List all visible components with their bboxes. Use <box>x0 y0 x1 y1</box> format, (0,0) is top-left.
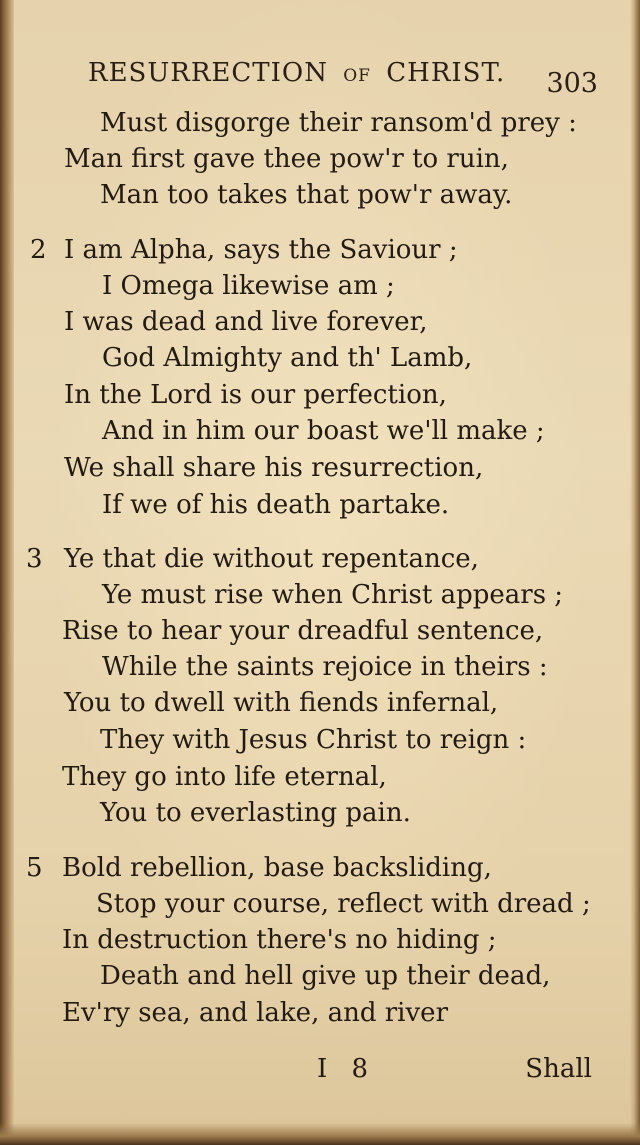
signature-mark: I 8 <box>317 1054 377 1084</box>
verse-line: Ye that die without repentance, <box>64 544 479 574</box>
verse-line: If we of his death partake. <box>102 490 450 520</box>
verse-line: Rise to hear your dreadful sentence, <box>62 616 544 646</box>
stanza-number: 2 <box>30 235 47 265</box>
verse-line: You to everlasting pain. <box>100 798 411 828</box>
page-number: 303 <box>546 68 598 99</box>
page-gutter-edge <box>0 0 14 1145</box>
page-bottom-edge <box>0 1123 640 1145</box>
verse-line: Death and hell give up their dead, <box>100 961 551 991</box>
running-title-part-a: RESURRECTION <box>88 58 328 88</box>
verse-line: In the Lord is our perfection, <box>64 380 447 410</box>
stanza-number: 5 <box>26 853 43 883</box>
page-outer-edge <box>630 0 640 1145</box>
verse-line: I was dead and live forever, <box>64 307 428 337</box>
verse-line: Man first gave thee pow'r to ruin, <box>64 144 509 174</box>
running-title-of: OF <box>343 66 371 86</box>
verse-line: Ye must rise when Christ appears ; <box>102 580 564 610</box>
verse-line: While the saints rejoice in theirs : <box>102 652 548 682</box>
running-title-part-b: CHRIST. <box>386 58 506 88</box>
verse-line: You to dwell with fiends infernal, <box>64 688 499 718</box>
verse-line: Ev'ry sea, and lake, and river <box>62 998 449 1028</box>
verse-line: Must disgorge their ransom'd prey : <box>100 108 577 138</box>
running-title <box>88 58 505 88</box>
stanza-number: 3 <box>26 544 43 574</box>
verse-line: Bold rebellion, base backsliding, <box>62 853 492 883</box>
verse-line: And in him our boast we'll make ; <box>102 416 545 446</box>
verse-line: They with Jesus Christ to reign : <box>100 725 527 755</box>
verse-line: Stop your course, reflect with dread ; <box>96 889 591 919</box>
catchword: Shall <box>525 1054 592 1084</box>
verse-line: We shall share his resurrection, <box>64 453 484 483</box>
verse-line: In destruction there's no hiding ; <box>62 925 497 955</box>
verse-line: Man too takes that pow'r away. <box>100 180 513 210</box>
verse-line: I Omega likewise am ; <box>102 271 395 301</box>
verse-line: God Almighty and th' Lamb, <box>102 343 473 373</box>
verse-line: They go into life eternal, <box>62 762 387 792</box>
verse-line: I am Alpha, says the Saviour ; <box>64 235 458 265</box>
